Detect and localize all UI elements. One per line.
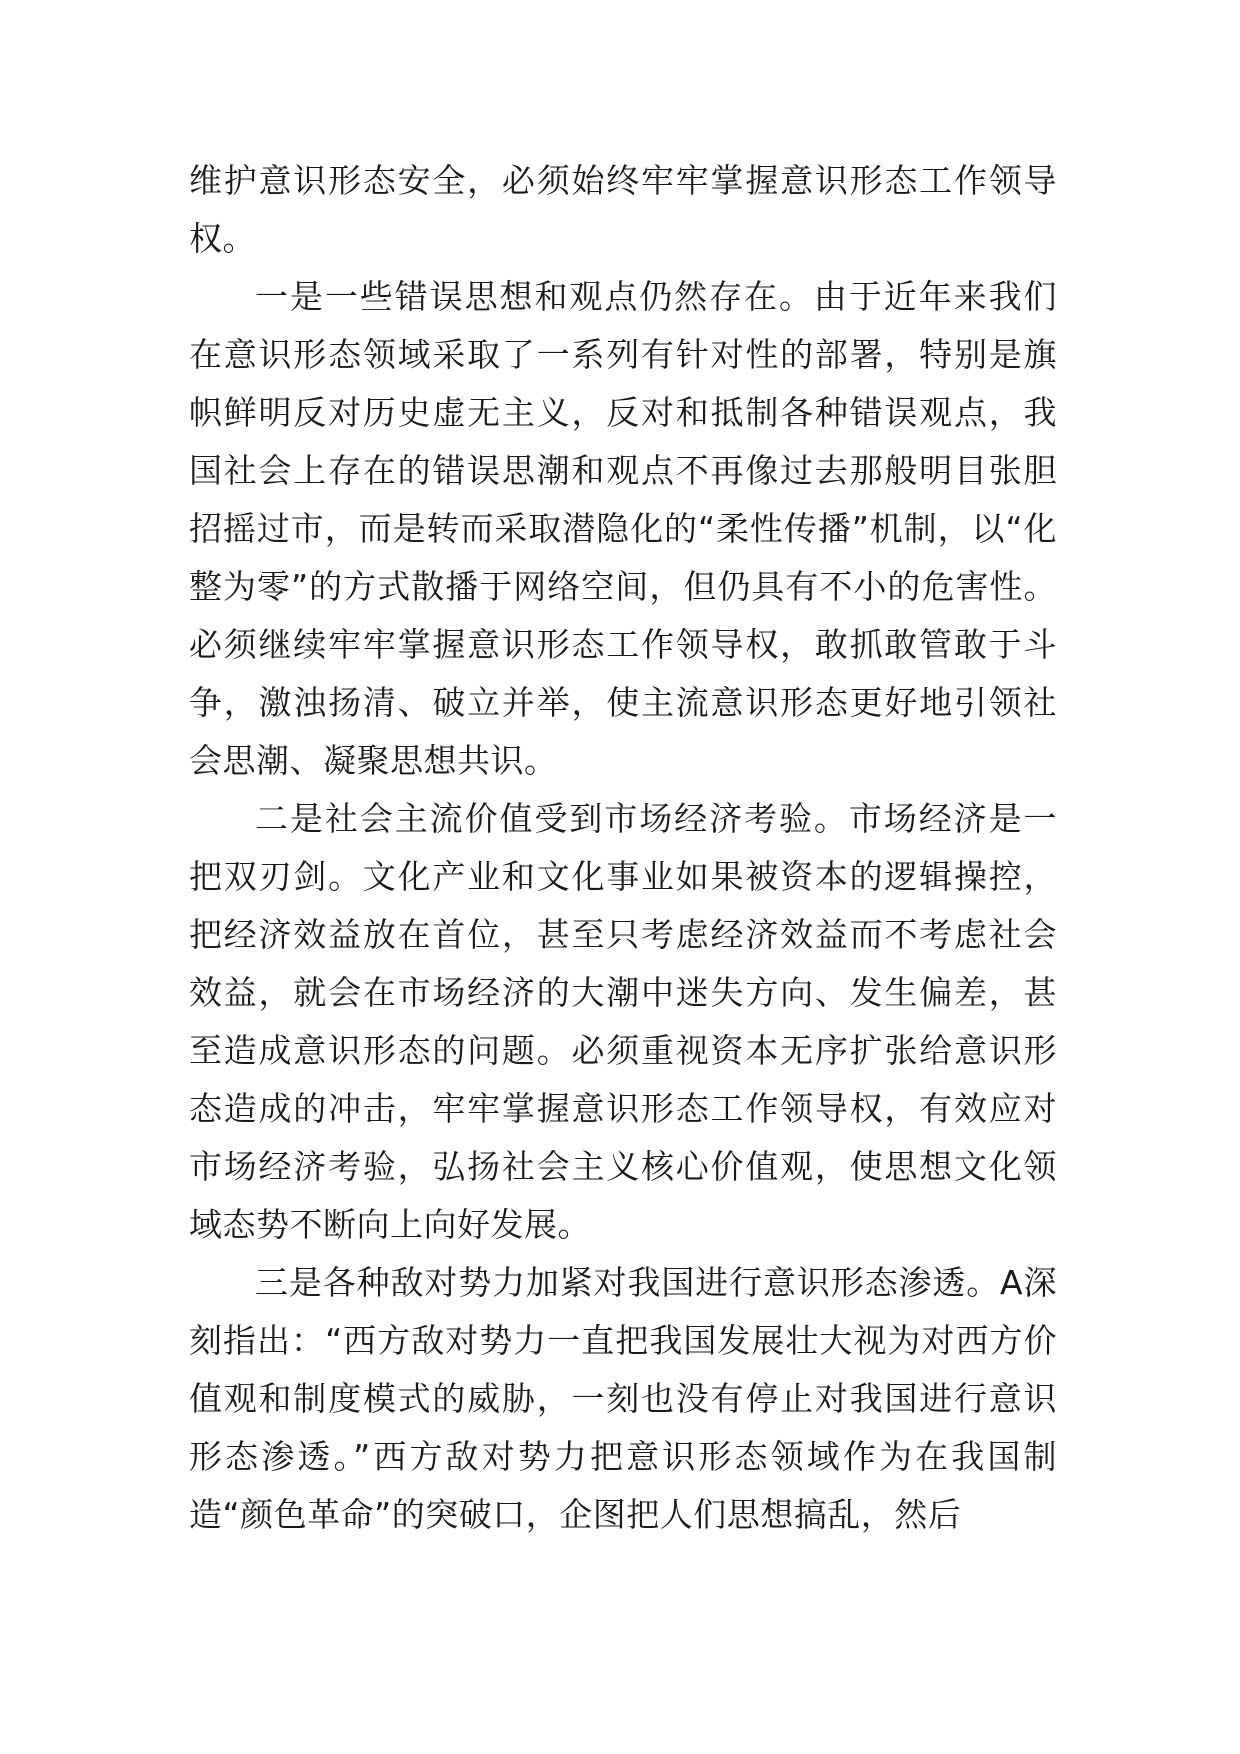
document-body bbox=[189, 152, 1057, 1544]
paragraph-point-one: 一是一些错误思想和观点仍然存在。由于近年来我们在意识形态领域采取了一系列有针对性的部署，特别是旗帜鲜明反对历史虚无主义，反对和抵制各种错误观点，我国社会上存在的错误思潮和观点不再像过去那般明目张胆招摇过市，而是转而采取潜隐化的“柔性传播”机制，以“化整为零”的方式散播于网络空间，但仍具有不小的危害性。必须继续牢牢掌握意识形态工作领导权，敢抓敢管敢于斗争，激浊扬清、破立并举，使主流意识形态更好地引领社会思潮、凝聚思想共识。 bbox=[189, 277, 1057, 780]
paragraph-point-two: 二是社会主流价值受到市场经济考验。市场经济是一把双刃剑。文化产业和文化事业如果被资本的逻辑操控，把经济效益放在首位，甚至只考虑经济效益而不考虑社会效益，就会在市场经济的大潮中迷失方向、发生偏差，甚至造成意识形态的问题。必须重视资本无序扩张给意识形态造成的冲击，牢牢掌握意识形态工作领导权，有效应对市场经济考验，弘扬社会主义核心价值观，使思想文化领域态势不断向上向好发展。 bbox=[189, 799, 1057, 1244]
paragraph-point-three: 三是各种敌对势力加紧对我国进行意识形态渗透。A深刻指出：“西方敌对势力一直把我国发展壮大视为对西方价值观和制度模式的威胁，一刻也没有停止对我国进行意识形态渗透。”西方敌对势力把意识形态领域作为在我国制造“颜色革命”的突破口，企图把人们思想搞乱，然后 bbox=[189, 1263, 1057, 1534]
paragraph-intro-conclusion: 维护意识形态安全，必须始终牢牢掌握意识形态工作领导权。 bbox=[189, 161, 1057, 258]
